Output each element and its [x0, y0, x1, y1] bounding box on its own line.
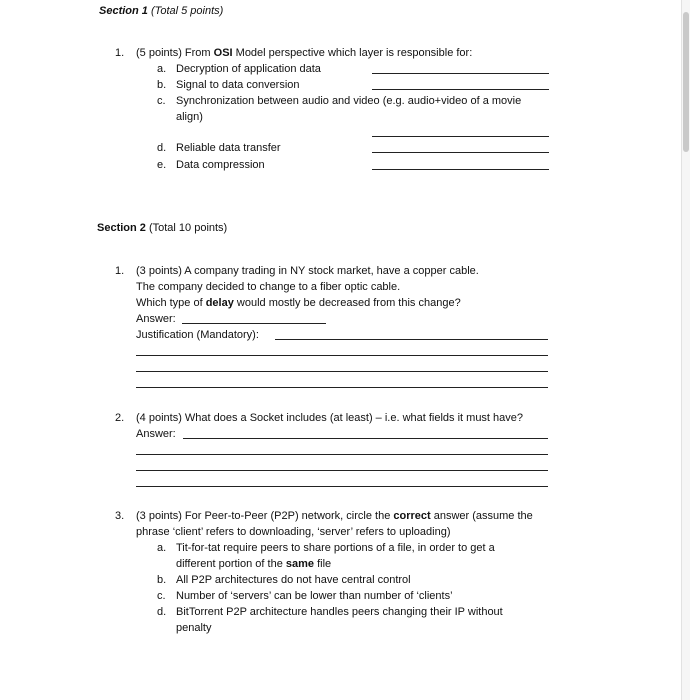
s2-q3-line1-post: answer (assume the [430, 510, 533, 522]
s2-q1-line3-post: would mostly be decreased from this change? [233, 297, 461, 309]
s1-q1-answer-line-b [372, 89, 549, 90]
s1-q1-pre: (5 points) From [136, 47, 214, 59]
s2-q3-item-a-text: Tit-for-tat require peers to share portions of a file, in order to get a [176, 542, 495, 554]
s2-q2-answer-line-2 [136, 454, 548, 455]
s1-q1-item-a-text: Decryption of application data [176, 63, 321, 75]
s2-q2-answer-line-1 [183, 438, 548, 439]
s2-q3-item-a-cont-post: file [314, 558, 332, 570]
s2-q3-line1 [136, 508, 533, 524]
s1-q1-item-c-text-cont: align) [176, 111, 203, 123]
section2-heading-rest: (Total 10 points) [145, 222, 228, 234]
s2-q1-line2: The company decided to change to a fiber optic cable. [136, 281, 401, 293]
s1-q1-post: Model perspective which layer is responsible for: [232, 47, 473, 59]
section1-heading [99, 3, 223, 19]
s1-q1-item-c-text: Synchronization between audio and video (e.g. audio+video of a movie [176, 95, 522, 107]
s1-q1-answer-line-c [372, 136, 549, 137]
s2-q1-justification-line-1 [275, 339, 548, 340]
s2-q1-answer-line [182, 323, 326, 324]
s2-q2-number: 2. [115, 412, 125, 424]
s1-q1-item-e-letter: e. [157, 159, 167, 171]
s1-q1-item-b-letter: b. [157, 79, 167, 91]
s2-q1-justification-line-4 [136, 387, 548, 388]
section1-heading-rest: (Total 5 points) [147, 5, 224, 17]
s2-q3-item-d-text: BitTorrent P2P architecture handles peers changing their IP without [176, 606, 503, 618]
s2-q3-item-c-text: Number of ‘servers’ can be lower than number of ‘clients’ [176, 590, 453, 602]
s2-q3-line1-bold: correct [393, 510, 431, 522]
s2-q2-answer-line-3 [136, 470, 548, 471]
s1-q1-item-c-letter: c. [157, 95, 166, 107]
s2-q1-answer-label: Answer: [136, 313, 176, 325]
vertical-scrollbar[interactable] [681, 0, 690, 700]
s2-q1-justification-line-3 [136, 371, 548, 372]
s2-q1-line3 [136, 295, 461, 311]
s1-q1-item-d-text: Reliable data transfer [176, 142, 281, 154]
s2-q2-line1: (4 points) What does a Socket includes (at least) – i.e. what fields it must have? [136, 412, 524, 424]
s2-q1-line3-pre: Which type of [136, 297, 206, 309]
s1-q1-item-b-text: Signal to data conversion [176, 79, 300, 91]
section2-heading [97, 220, 227, 236]
s1-q1-answer-line-a [372, 73, 549, 74]
s2-q3-line2: phrase ‘client’ refers to downloading, ‘server’ refers to uploading) [136, 526, 451, 538]
section1-heading-bold: Section 1 [99, 5, 148, 17]
s2-q3-item-a-letter: a. [157, 542, 167, 554]
s1-q1-item-e-text: Data compression [176, 159, 265, 171]
s2-q3-item-d-letter: d. [157, 606, 167, 618]
s2-q3-number: 3. [115, 510, 125, 522]
s2-q3-item-b-text: All P2P architectures do not have central control [176, 574, 411, 586]
s2-q3-item-a-cont-pre: different portion of the [176, 558, 286, 570]
s2-q3-item-a-text-cont [176, 556, 331, 572]
s2-q3-item-b-letter: b. [157, 574, 167, 586]
s1-q1-bold: OSI [213, 47, 233, 59]
s2-q2-answer-line-4 [136, 486, 548, 487]
s2-q1-justification-label: Justification (Mandatory): [136, 329, 259, 341]
s1-q1-answer-line-e [372, 169, 549, 170]
s1-q1-answer-line-d [372, 152, 549, 153]
s2-q1-number: 1. [115, 265, 125, 277]
s2-q1-line1: (3 points) A company trading in NY stock market, have a copper cable. [136, 265, 479, 277]
s2-q3-item-c-letter: c. [157, 590, 166, 602]
s1-q1-question [136, 45, 472, 61]
s2-q3-item-d-text-cont: penalty [176, 622, 212, 634]
section2-heading-bold: Section 2 [97, 222, 146, 234]
s1-q1-item-d-letter: d. [157, 142, 167, 154]
s2-q1-line3-bold: delay [205, 297, 234, 309]
s2-q2-answer-label: Answer: [136, 428, 176, 440]
s2-q1-justification-line-2 [136, 355, 548, 356]
s2-q3-item-a-cont-bold: same [285, 558, 315, 570]
s2-q3-line1-pre: (3 points) For Peer-to-Peer (P2P) network, circle the [136, 510, 394, 522]
s1-q1-number: 1. [115, 47, 125, 59]
s1-q1-item-a-letter: a. [157, 63, 167, 75]
scrollbar-thumb[interactable] [683, 12, 689, 152]
